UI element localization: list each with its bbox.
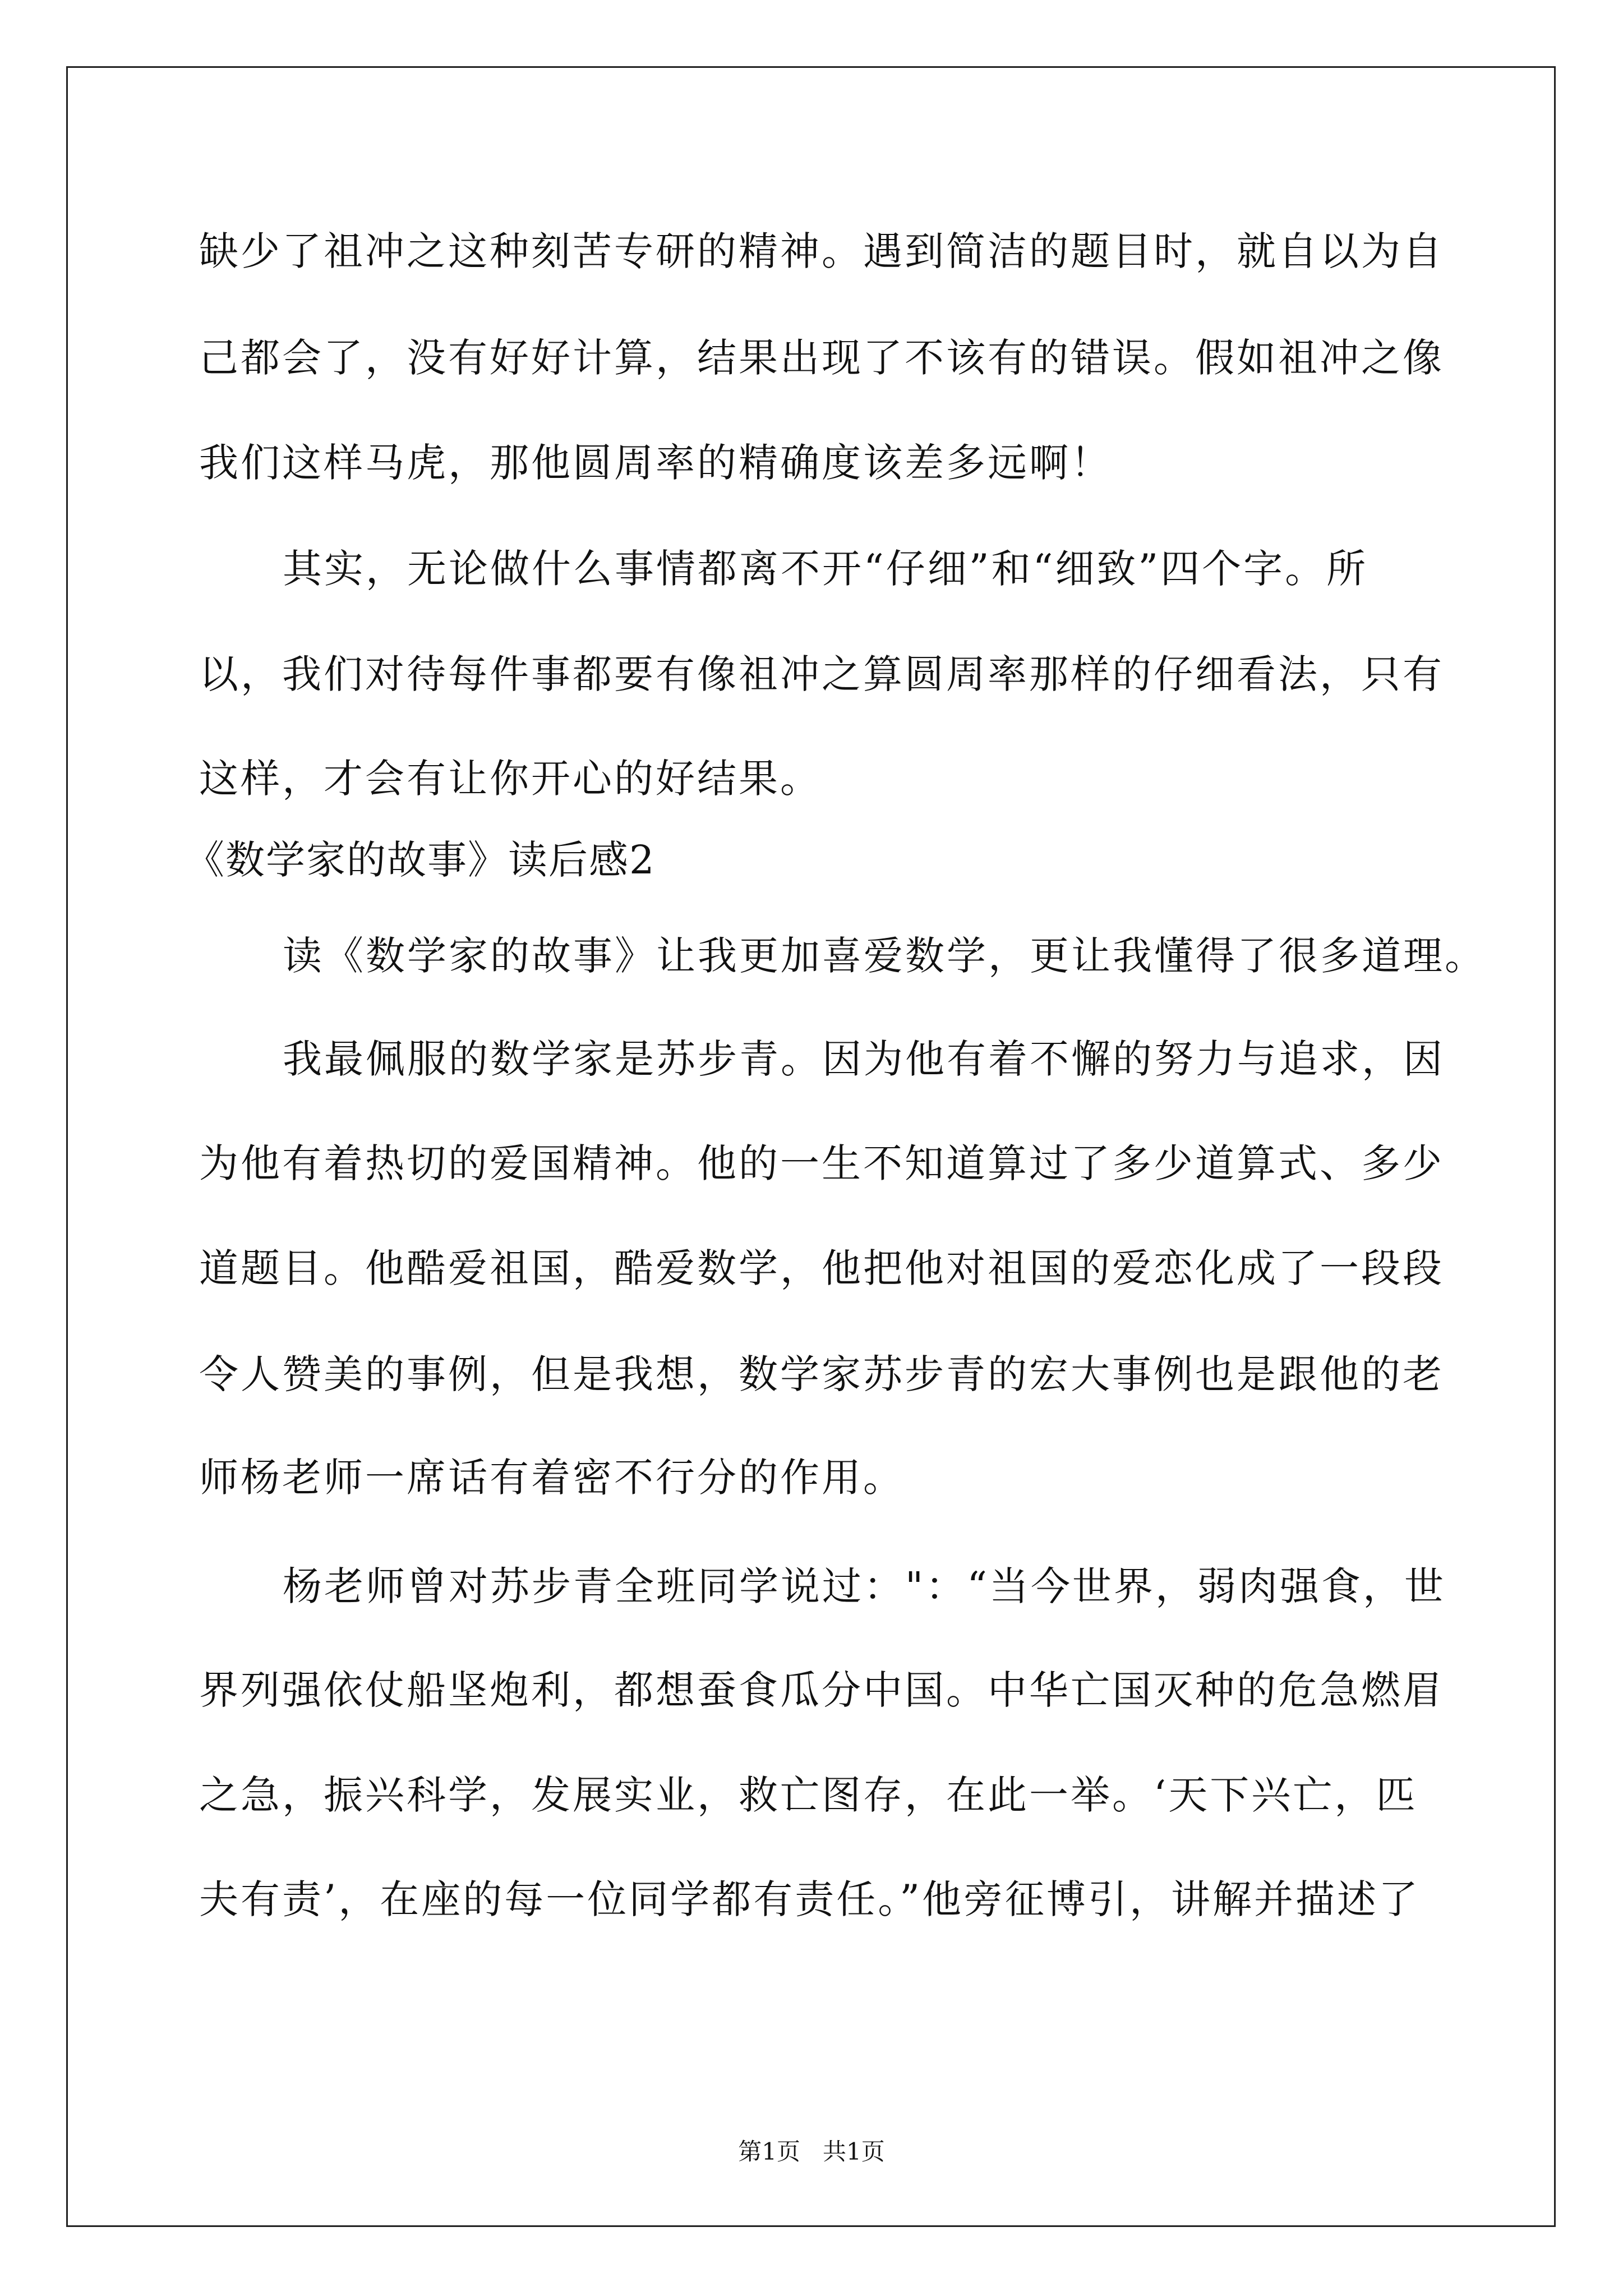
text-line: 缺少了祖冲之这种刻苦专研的精神。遇到简洁的题目时，就自以为自 [199, 228, 1444, 274]
paragraph-first-line: 其实，无论做什么事情都离不开“仔细”和“细致”四个字。所 [283, 546, 1368, 592]
paragraph-first-line: 我最佩服的数学家是苏步青。因为他有着不懈的努力与追求，因 [283, 1036, 1445, 1082]
text-line: 道题目。他酷爱祖国，酷爱数学，他把他对祖国的爱恋化成了一段段 [199, 1245, 1444, 1291]
page-number: 第1页 [738, 2138, 800, 2165]
text-line: 以，我们对待每件事都要有像祖冲之算圆周率那样的仔细看法，只有 [199, 651, 1444, 697]
text-line: 己都会了，没有好好计算，结果出现了不该有的错误。假如祖冲之像 [199, 335, 1444, 381]
text-line: 夫有责’，在座的每一位同学都有责任。”他旁征博引，讲解并描述了 [199, 1876, 1421, 1922]
text-line: 这样，才会有让你开心的好结果。 [199, 756, 822, 802]
paragraph-first-line: 读《数学家的故事》让我更加喜爱数学，更让我懂得了很多道理。 [283, 933, 1486, 979]
text-line: 令人赞美的事例，但是我想，数学家苏步青的宏大事例也是跟他的老 [199, 1351, 1444, 1397]
text-line: 为他有着热切的爱国精神。他的一生不知道算过了多少道算式、多少 [199, 1140, 1444, 1186]
text-line: 之急，振兴科学，发展实业，救亡图存，在此一举。‘天下兴亡，匹 [199, 1772, 1418, 1818]
page-footer [0, 2135, 1623, 2169]
text-line: 我们这样马虎，那他圆周率的精确度该差多远啊！ [199, 440, 1112, 486]
text-line: 界列强依仗船坚炮利，都想蚕食瓜分中国。中华亡国灭种的危急燃眉 [199, 1667, 1444, 1713]
paragraph-first-line: 杨老师曾对苏步青全班同学说过："：“当今世界，弱肉强食，世 [283, 1563, 1446, 1609]
text-line: 师杨老师一席话有着密不行分的作用。 [199, 1455, 905, 1501]
page-total: 共1页 [823, 2138, 885, 2165]
section-heading: 《数学家的故事》读后感2 [185, 837, 656, 883]
